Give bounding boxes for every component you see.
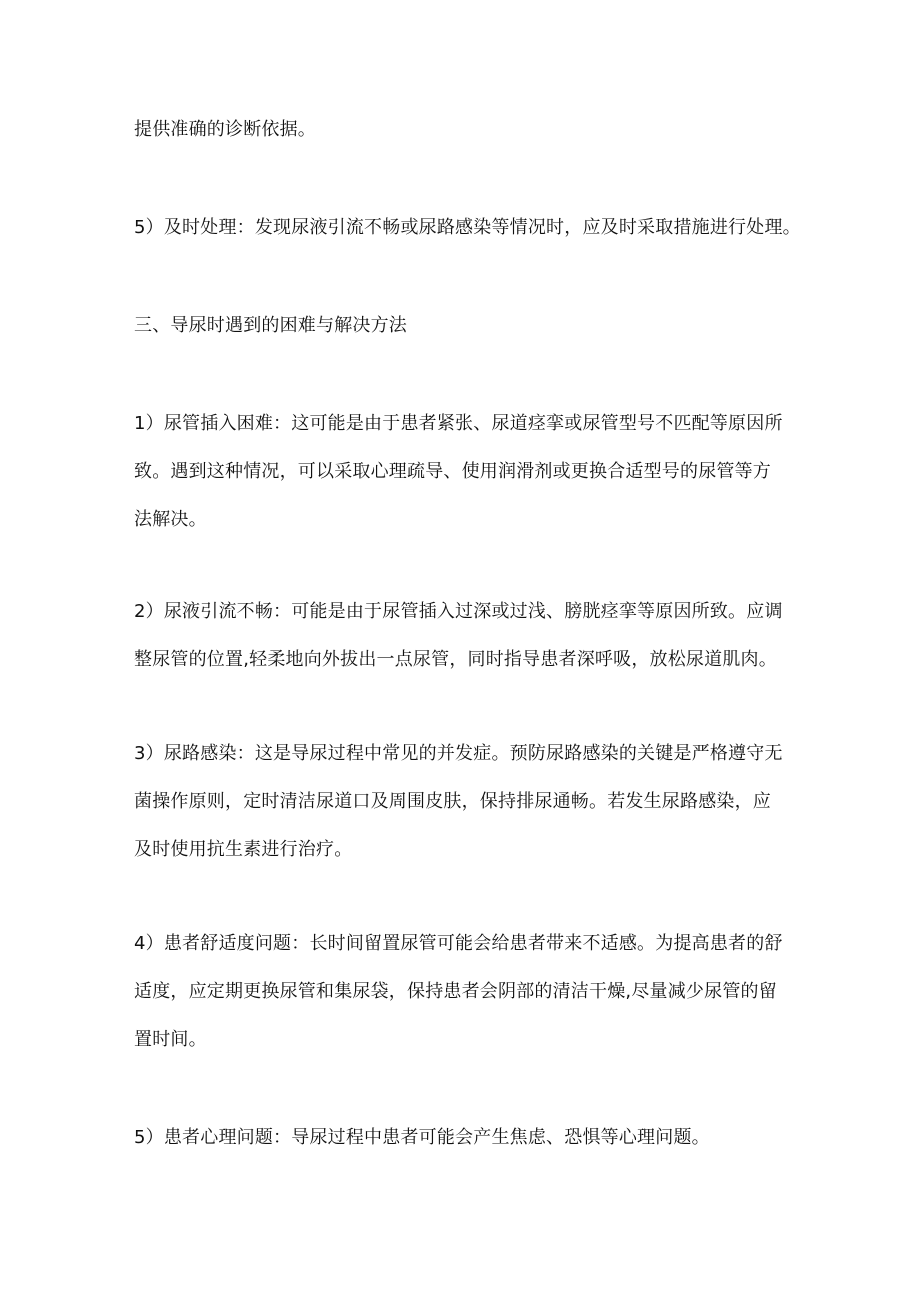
text-line-urinary-infection-2: 菌操作原则，定时清洁尿道口及周围皮肤，保持排尿通畅。若发生尿路感染，应 [134,791,771,812]
text-line-insertion-difficulty-3: 法解决。 [134,509,207,530]
text-line-diagnosis-basis: 提供准确的诊断依据。 [134,119,316,140]
text-line-insertion-difficulty-2: 致。遇到这种情况，可以采取心理疏导、使用润滑剂或更换合适型号的尿管等方 [134,461,771,482]
text-line-urinary-infection-3: 及时使用抗生素进行治疗。 [134,839,353,860]
text-line-insertion-difficulty-1: 1）尿管插入困难：这可能是由于患者紧张、尿道痉挛或尿管型号不匹配等原因所 [134,413,783,434]
text-line-comfort-1: 4）患者舒适度问题：长时间留置尿管可能会给患者带来不适感。为提高患者的舒 [134,933,783,954]
text-line-poor-drainage-1: 2）尿液引流不畅：可能是由于尿管插入过深或过浅、膀胱痉挛等原因所致。应调 [134,601,783,622]
text-line-psychology: 5）患者心理问题：导尿过程中患者可能会产生焦虑、恐惧等心理问题。 [134,1127,710,1148]
section-heading-difficulties: 三、导尿时遇到的困难与解决方法 [134,315,407,336]
text-line-urinary-infection-1: 3）尿路感染：这是导尿过程中常见的并发症。预防尿路感染的关键是严格遵守无 [134,743,783,764]
text-line-comfort-2: 适度，应定期更换尿管和集尿袋，保持患者会阴部的清洁干燥,尽量减少尿管的留 [134,981,777,1002]
text-line-timely-treatment: 5）及时处理：发现尿液引流不畅或尿路感染等情况时，应及时采取措施进行处理。 [134,217,801,238]
text-line-comfort-3: 置时间。 [134,1029,207,1050]
text-line-poor-drainage-2: 整尿管的位置,轻柔地向外拔出一点尿管，同时指导患者深呼吸，放松尿道肌肉。 [134,649,777,670]
